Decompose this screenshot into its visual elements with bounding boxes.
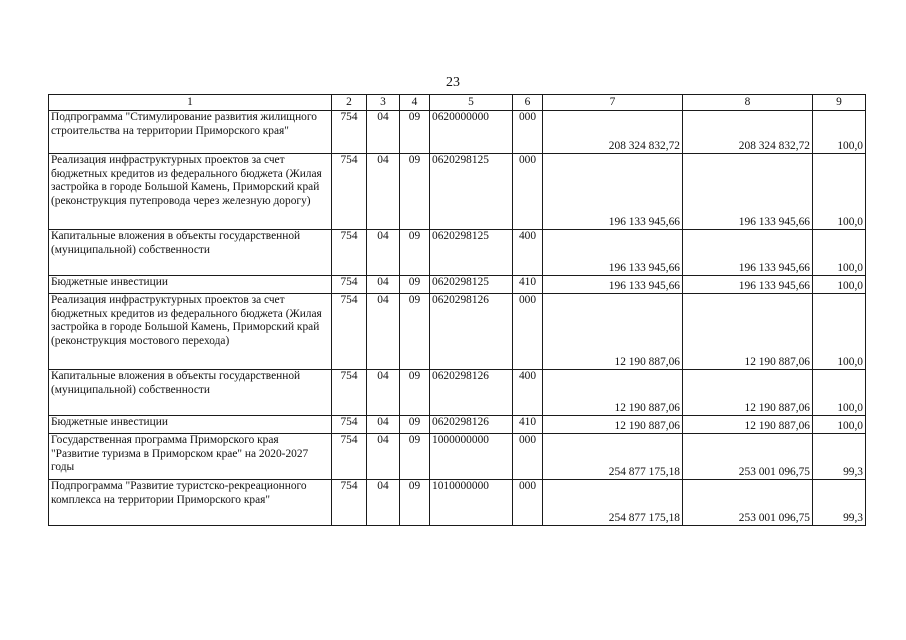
row-code-5: 0620298125 [430,230,513,276]
row-code-3: 04 [367,370,400,416]
row-value-8: 208 324 832,72 [683,111,813,154]
row-value-7: 12 190 887,06 [543,416,683,434]
header-cell-5: 5 [430,95,513,111]
row-code-6: 000 [513,480,543,526]
row-value-8: 196 133 945,66 [683,276,813,294]
table-row [49,294,866,370]
row-code-5: 0620298126 [430,294,513,370]
table-row [49,370,866,416]
row-name: Бюджетные инвестиции [49,276,332,294]
row-value-9: 100,0 [813,294,866,370]
row-code-6: 400 [513,230,543,276]
table-row [49,230,866,276]
page-number: 23 [446,75,460,90]
row-name: Подпрограмма "Развитие туристско-рекреационного комплекса на территории Приморского края" [49,480,332,526]
row-value-7: 196 133 945,66 [543,276,683,294]
row-code-4: 09 [400,370,430,416]
row-name: Подпрограмма "Стимулирование развития жилищного строительства на территории Приморского края" [49,111,332,154]
row-code-4: 09 [400,230,430,276]
row-code-5: 0620298126 [430,416,513,434]
row-code-6: 000 [513,294,543,370]
row-value-9: 100,0 [813,154,866,230]
row-code-3: 04 [367,480,400,526]
row-code-5: 1010000000 [430,480,513,526]
row-name: Государственная программа Приморского края "Развитие туризма в Приморском крае" на 2020-2027 годы [49,434,332,480]
row-value-8: 12 190 887,06 [683,416,813,434]
row-code-2: 754 [332,294,367,370]
row-value-7: 254 877 175,18 [543,434,683,480]
row-code-4: 09 [400,480,430,526]
header-cell-4: 4 [400,95,430,111]
row-code-6: 410 [513,416,543,434]
header-cell-1: 1 [49,95,332,111]
row-code-5: 1000000000 [430,434,513,480]
row-name: Капитальные вложения в объекты государственной (муниципальной) собственности [49,370,332,416]
row-value-7: 12 190 887,06 [543,370,683,416]
row-code-5: 0620000000 [430,111,513,154]
row-code-5: 0620298126 [430,370,513,416]
table-row [49,111,866,154]
row-code-2: 754 [332,480,367,526]
row-code-3: 04 [367,230,400,276]
header-row [49,95,866,111]
row-code-6: 410 [513,276,543,294]
row-code-4: 09 [400,111,430,154]
table-row [49,480,866,526]
header-cell-9: 9 [813,95,866,111]
row-name: Бюджетные инвестиции [49,416,332,434]
row-value-8: 12 190 887,06 [683,294,813,370]
row-code-5: 0620298125 [430,276,513,294]
row-value-9: 100,0 [813,276,866,294]
header-cell-2: 2 [332,95,367,111]
row-code-2: 754 [332,230,367,276]
row-value-8: 253 001 096,75 [683,434,813,480]
header-cell-7: 7 [543,95,683,111]
row-value-7: 208 324 832,72 [543,111,683,154]
table-row [49,416,866,434]
row-value-9: 100,0 [813,416,866,434]
row-code-2: 754 [332,370,367,416]
row-code-3: 04 [367,111,400,154]
row-code-2: 754 [332,276,367,294]
row-value-9: 100,0 [813,230,866,276]
row-code-6: 400 [513,370,543,416]
table-row [49,276,866,294]
row-value-7: 12 190 887,06 [543,294,683,370]
row-value-9: 99,3 [813,434,866,480]
row-code-3: 04 [367,154,400,230]
row-name: Капитальные вложения в объекты государственной (муниципальной) собственности [49,230,332,276]
row-code-2: 754 [332,154,367,230]
table-row [49,154,866,230]
row-code-5: 0620298125 [430,154,513,230]
row-value-8: 12 190 887,06 [683,370,813,416]
row-value-9: 100,0 [813,370,866,416]
row-code-2: 754 [332,416,367,434]
row-code-3: 04 [367,416,400,434]
row-value-7: 196 133 945,66 [543,154,683,230]
row-code-6: 000 [513,434,543,480]
row-code-6: 000 [513,111,543,154]
budget-table [48,94,866,526]
row-code-4: 09 [400,276,430,294]
row-code-4: 09 [400,294,430,370]
row-value-8: 253 001 096,75 [683,480,813,526]
row-name: Реализация инфраструктурных проектов за счет бюджетных кредитов из федерального бюджета (Жилая застройка в городе Большой Камень, Приморский край (реконструкция путепровода через железную дорогу) [49,154,332,230]
row-code-4: 09 [400,434,430,480]
header-cell-3: 3 [367,95,400,111]
row-code-3: 04 [367,434,400,480]
header-cell-8: 8 [683,95,813,111]
row-value-8: 196 133 945,66 [683,230,813,276]
row-code-3: 04 [367,276,400,294]
row-code-4: 09 [400,154,430,230]
header-cell-6: 6 [513,95,543,111]
row-code-2: 754 [332,111,367,154]
row-code-6: 000 [513,154,543,230]
table-row [49,434,866,480]
row-code-3: 04 [367,294,400,370]
row-value-8: 196 133 945,66 [683,154,813,230]
row-name: Реализация инфраструктурных проектов за счет бюджетных кредитов из федерального бюджета (Жилая застройка в городе Большой Камень, Приморский край (реконструкция мостового перехода) [49,294,332,370]
row-value-9: 100,0 [813,111,866,154]
row-code-4: 09 [400,416,430,434]
row-code-2: 754 [332,434,367,480]
row-value-9: 99,3 [813,480,866,526]
row-value-7: 254 877 175,18 [543,480,683,526]
row-value-7: 196 133 945,66 [543,230,683,276]
